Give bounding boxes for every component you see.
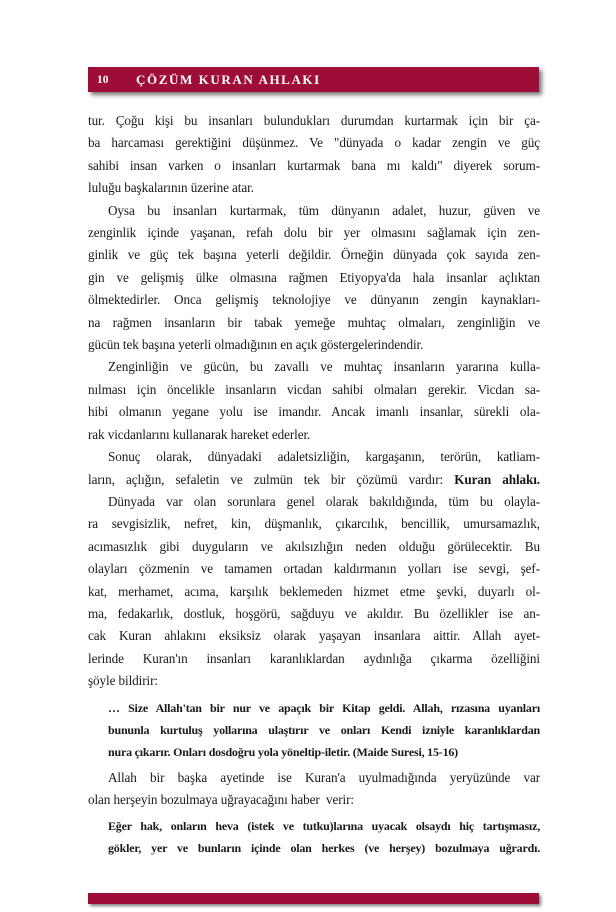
text-line: ların, açlığın, sefaletin ve zulmün tek bir çözümü vardır: Kuran ahlakı. [88,471,540,487]
text-line: olayları çözmenin ve tamamen ortadan kaldırmanın yolları ise sevgi, şef- [88,561,540,577]
text-line: na rağmen insanların bir tabak yemeğe muhtaç olmaları, zenginliğin ve [88,314,540,330]
text-flow [88,110,540,863]
body-paragraph [88,446,540,491]
book-title: ÇÖZÜM KURAN AHLAKI [136,71,321,87]
page-number: 10 [97,73,109,86]
text-line: ölmektedirler. Onca gelişmiş teknolojiye ve dünyanın zengin kaynakları- [88,292,540,308]
page-footer-rule [88,893,539,904]
text-line: hibi olmanın yegane yolu ise imandır. Ancak imanlı insanlar, sürekli ola- [88,404,540,420]
text-line: gin ve gelişmiş ülke olmasına rağmen Etiyopya'da hala insanlar açlıktan [88,269,540,285]
text-line: rak vicdanlarını kullanarak hareket ederler. [88,426,311,442]
body-paragraph [88,200,540,357]
text-line: Eğer hak, onların heva (istek ve tutku)larına uyacak olsaydı hiç tartışmasız, [108,819,540,834]
text-line: olan herşeyin bozulmaya uğrayacağını haber verir: [88,791,354,807]
text-line: zenginlik içinde yaşanan, refah dolu bir yer olmasını sağlamak için zen- [88,225,540,241]
text-line: cak Kuran ahlakını eksiksiz olarak yaşayan insanlara aittir. Allah ayet- [88,628,540,644]
quote-paragraph [108,815,540,859]
body-paragraph [88,767,540,812]
text-line: Zenginliğin ve gücün, bu zavallı ve muhtaç insanların yararına kulla- [108,359,540,375]
text-line: … Size Allah'tan bir nur ve apaçık bir Kitap geldi. Allah, rızasına uyanları [108,700,540,715]
text-line: luluğu başkalarının üzerine atar. [88,180,254,196]
text-line: Dünyada var olan sorunlara genel olarak bakıldığında, tüm bu olayla- [108,493,540,509]
page-header-bar [88,67,539,92]
text-line: acımasızlık gibi duyguların ve akılsızlığın neden olduğu görülecektir. Bu [88,538,540,554]
text-line: ra sevgisizlik, nefret, kin, düşmanlık, çıkarcılık, bencillik, umursamazlık, [88,516,540,532]
text-line: Sonuç olarak, dünyadaki adaletsizliğin, kargaşanın, terörün, katliam- [108,449,540,465]
body-paragraph [88,356,540,446]
quote-paragraph [108,697,540,763]
text-line: kat, merhamet, acıma, karşılık beklemeden hizmet etme şevki, duyarlı ol- [88,583,540,599]
text-line: nura çıkarır. Onları dosdoğru yola yöneltip-iletir. (Maide Suresi, 15-16) [108,744,458,759]
text-line: şöyle bildirir: [88,673,158,689]
text-line: ginlik ve güç tek başına yeterli değildir. Örneğin dünyada çok sayıda zen- [88,247,540,263]
text-line: nılması için öncelikle insanların vicdan sahibi olmaları gerekir. Vicdan sa- [88,381,540,397]
text-line: lerinde Kuran'ın insanları karanlıklardan aydınlığa çıkarma özelliğini [88,650,540,666]
text-line: ba harcaması gerektiğini düşünmez. Ve "dünyada o kadar zengin ve güç [88,135,540,151]
text-line: sahibi insan varken o insanları kurtarmak bana mı kaldı" diyerek sorum- [88,157,540,173]
text-line: ma, fedakarlık, dostluk, hoşgörü, sağduyu ve akıldır. Bu özellikler ise an- [88,605,540,621]
body-paragraph [88,110,540,200]
body-paragraph [88,491,540,693]
text-line: gücün tek başına yeterli olmadığının en açık göstergelerindendir. [88,337,424,353]
text-line: gökler, yer ve bunların içinde olan herkes (ve herşey) bozulmaya uğrardı. [108,841,540,856]
text-line: Oysa bu insanları kurtarmak, tüm dünyanın adalet, huzur, güven ve [108,202,540,218]
text-line: bununla kurtuluş yollarına ulaştırır ve onları Kendi izniyle karanlıklardan [108,722,540,737]
text-line: tur. Çoğu kişi bu insanları bulundukları durumdan kurtarmak için bir ça- [88,113,540,128]
text-line: Allah bir başka ayetinde ise Kuran'a uyulmadığında yeryüzünde var [108,769,540,785]
